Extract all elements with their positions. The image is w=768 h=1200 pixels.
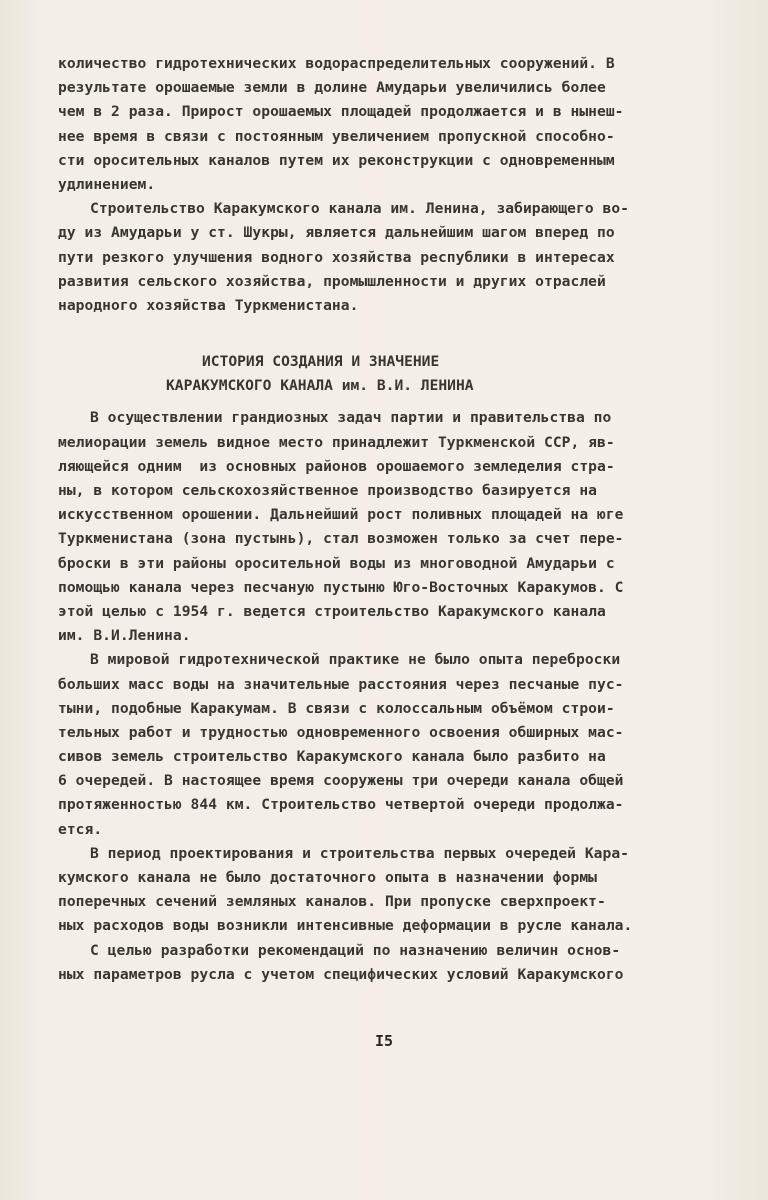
text-line: помощью канала через песчаную пустыню Юго-Восточных Каракумов. С	[58, 578, 624, 596]
text-line: В осуществлении грандиозных задач партии и правительства по	[90, 409, 612, 427]
text-line: народного хозяйства Туркменистана.	[58, 296, 359, 314]
spacer	[58, 318, 718, 342]
heading-line-2: КАРАКУМСКОГО КАНАЛА им. В.И. ЛЕНИНА	[166, 377, 474, 395]
text-line: кумского канала не было достаточного опыта в назначении формы	[58, 869, 598, 886]
text-line: С целью разработки рекомендаций по назначению величин основ-	[90, 941, 621, 959]
text-line: нее время в связи с постоянным увеличением пропускной способно-	[58, 127, 615, 145]
text-line: пути резкого улучшения водного хозяйства республики в интересах	[58, 248, 615, 266]
text-line: сивов земель строительство Каракумского канала было разбито на	[58, 748, 606, 766]
text-line: им. В.И.Ленина.	[58, 627, 191, 645]
text-line: В мировой гидротехнической практике не было опыта переброски	[90, 651, 621, 669]
text-line: ных параметров русла с учетом специфических условий Каракумского	[58, 965, 624, 983]
paragraph	[58, 52, 718, 197]
text-line: удлинением.	[58, 175, 156, 193]
text-line: больших масс воды на значительные расстояния через песчаные пус-	[58, 675, 624, 693]
text-line: Строительство Каракумского канала им. Ленина, забирающего во-	[90, 200, 630, 218]
paragraph	[58, 842, 718, 939]
text-line: Туркменистана (зона пустынь), стал возможен только за счет пере-	[58, 530, 624, 548]
text-line: В период проектирования и строительства первых очередей Кара-	[90, 844, 630, 862]
page-number: I5	[374, 1032, 394, 1050]
text-line: протяженностью 844 км. Строительство четвертой очереди продолжа-	[58, 796, 624, 814]
text-line: поперечных сечений земляных каналов. При пропуске сверхпроект-	[58, 893, 606, 911]
paragraph	[58, 939, 718, 987]
document-body	[58, 52, 718, 987]
text-line: количество гидротехнических водораспределительных сооружений. В	[58, 55, 615, 72]
text-line: сти оросительных каналов путем их реконструкции с одновременным	[58, 151, 615, 169]
text-line: развития сельского хозяйства, промышленности и других отраслей	[58, 272, 606, 290]
text-line: ется.	[58, 820, 103, 838]
text-line: броски в эти районы оросительной воды из многоводной Амударьи с	[58, 554, 615, 572]
paragraph	[58, 406, 718, 648]
text-line: этой целью с 1954 г. ведется строительство Каракумского канала	[58, 602, 606, 620]
text-line: чем в 2 раза. Прирост орошаемых площадей продолжается и в нынеш-	[58, 103, 624, 121]
text-line: ляющейся одним из основных районов орошаемого земледелия стра-	[58, 457, 615, 475]
heading-line-1: ИСТОРИЯ СОЗДАНИЯ И ЗНАЧЕНИЕ	[202, 353, 440, 371]
text-line: тыни, подобные Каракумам. В связи с колоссальным объёмом строи-	[58, 699, 615, 717]
paragraph	[58, 197, 718, 318]
spacer	[58, 342, 718, 350]
spacer	[58, 398, 718, 406]
text-line: результате орошаемые земли в долине Амударьи увеличились более	[58, 79, 606, 97]
paragraph	[58, 648, 718, 842]
text-line: искусственном орошении. Дальнейший рост поливных площадей на юге	[58, 506, 624, 524]
text-line: ны, в котором сельскохозяйственное производство базируется на	[58, 482, 598, 499]
text-line: мелиорации земель видное место принадлежит Туркменской ССР, яв-	[58, 433, 615, 451]
text-line: 6 очередей. В настоящее время сооружены три очереди канала общей	[58, 772, 624, 790]
text-line: ду из Амударьи у ст. Шукры, является дальнейшим шагом вперед по	[58, 224, 615, 242]
text-line: тельных работ и трудностью одновременного освоения обширных мас-	[58, 723, 624, 741]
text-line: ных расходов воды возникли интенсивные деформации в русле канала.	[58, 917, 633, 935]
section-heading	[58, 350, 718, 398]
